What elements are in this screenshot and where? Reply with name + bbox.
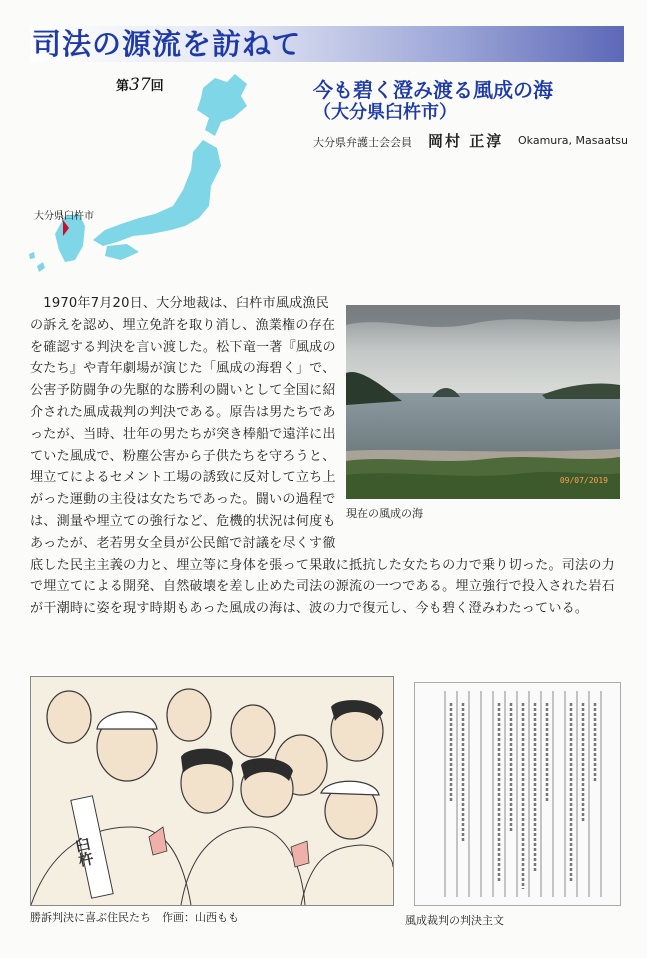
issue-number-value: 37 (129, 75, 151, 95)
issue-number (116, 75, 164, 95)
map-location-label: 大分県臼杵市 (34, 211, 94, 222)
judgment-document-caption: 風成裁判の判決主文 (405, 914, 504, 927)
photo-caption: 現在の風成の海 (346, 507, 423, 520)
author-name: 岡村 正淳 (428, 132, 504, 150)
illustration-sash-text: 臼杵 (71, 835, 96, 869)
issue-prefix: 第 (116, 79, 130, 94)
photo-date-stamp: 09/07/2019 (559, 476, 608, 485)
author-name-roman: Okamura, Masaatsu (518, 134, 628, 147)
sea-photo (346, 305, 620, 499)
judgment-document-image (414, 682, 621, 906)
article-body-text: 1970年7月20日、大分地裁は、臼杵市風成漁民の訴えを認め、埋立免許を取り消し、漁業権の存在を確認する判決を言い渡した。松下竜一著『風成の女たち』や青年劇場が演じた「風成の海碧く」で、公害予防闘争の先駆的な勝利の闘いとして全国に紹介された風成裁判の判決である。原告は男たちであったが、当時、壮年の男たちが突き棒船で遠洋に出ていた風成で、粉塵公害から子供たちを守ろうと、埋立てによるセメント工場の誘致に反対して立ち上がった運動の主役は女たちであった。闘いの過程では、測量や埋立ての強行など、危機的状況は何度もあったが、老若男女全員が公民館で討議を尽くす徹底した民主主義の力と、埋立等に身体を張って果敢に抵抗した女たちの力で乗り切った。司法の力で埋立てによる開発、自然破壊を差し止めた司法の源流の一つである。埋立強行で投入された岩石が干潮時に姿を現す時期もあった風成の海は、波の力で復元し、今も碧く澄みわたっている。 (30, 296, 615, 617)
japan-map (25, 66, 255, 276)
japan-map-land (29, 74, 247, 272)
series-title: 司法の源流を訪ねて (32, 27, 302, 61)
celebrating-residents-illustration (30, 676, 394, 906)
author-affiliation: 大分県弁護士会会員 (313, 136, 412, 149)
article-subheadline: （大分県臼杵市） (313, 102, 457, 123)
issue-suffix: 回 (150, 79, 164, 94)
illustration-caption: 勝訴判決に喜ぶ住民たち 作画：山西もも (30, 911, 239, 924)
article-headline: 今も碧く澄み渡る風成の海 (313, 78, 553, 102)
